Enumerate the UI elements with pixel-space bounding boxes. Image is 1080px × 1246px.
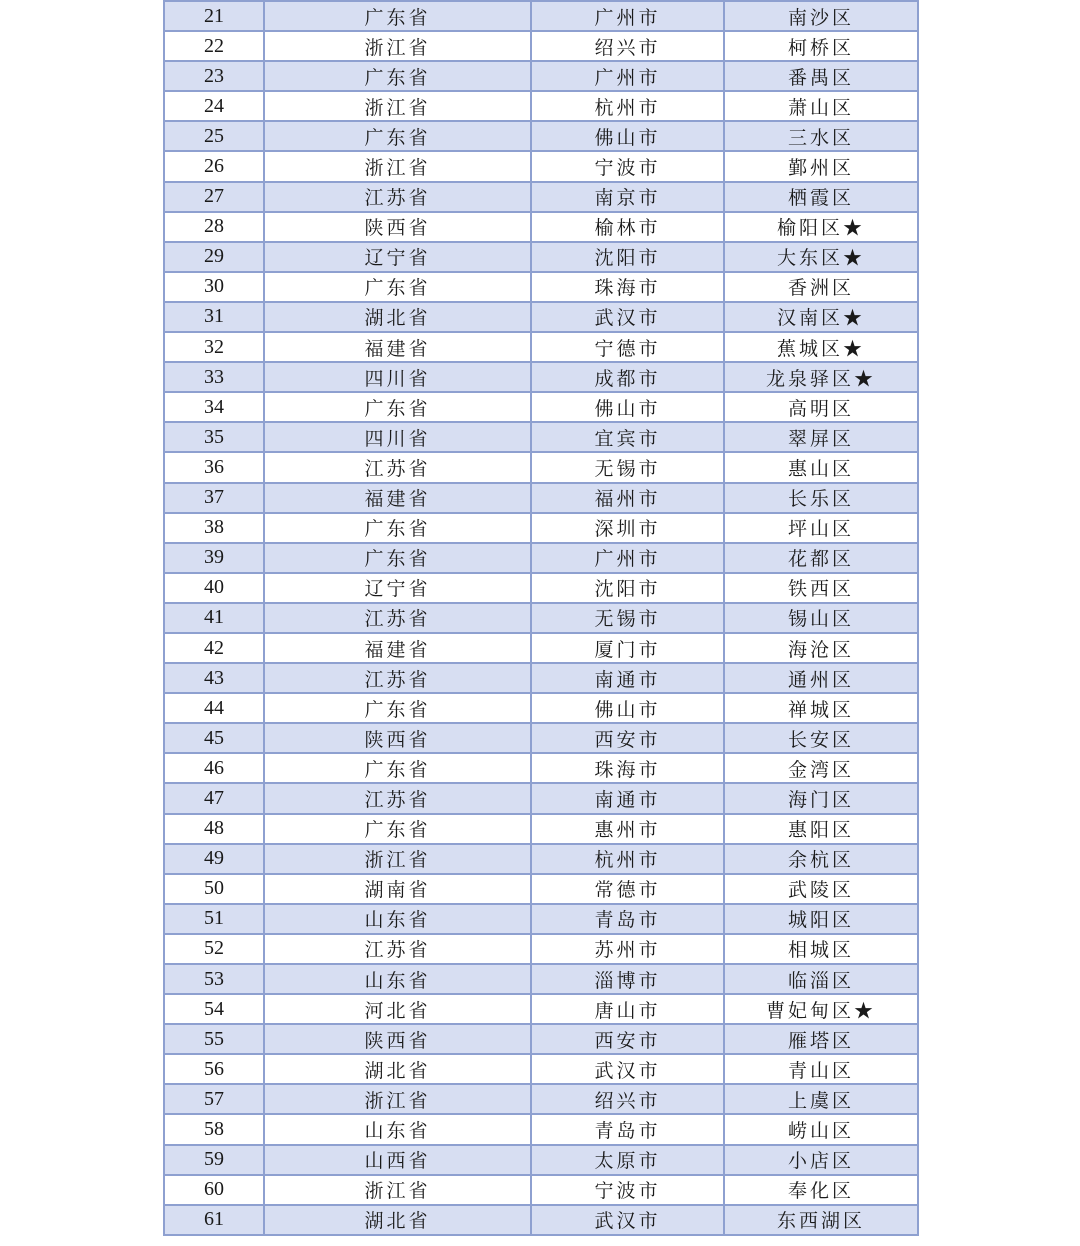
province-cell: 四川省 — [264, 362, 531, 392]
province-cell: 湖北省 — [264, 1054, 531, 1084]
district-cell: 小店区 — [724, 1145, 918, 1175]
table-row — [164, 452, 918, 482]
table-row — [164, 904, 918, 934]
province-cell: 江苏省 — [264, 934, 531, 964]
province-cell: 陕西省 — [264, 1024, 531, 1054]
table-row — [164, 783, 918, 813]
row-number-cell: 59 — [164, 1145, 264, 1175]
table-row — [164, 693, 918, 723]
table-row — [164, 934, 918, 964]
province-cell: 四川省 — [264, 422, 531, 452]
province-cell: 福建省 — [264, 332, 531, 362]
row-number-cell: 28 — [164, 212, 264, 242]
province-cell: 湖北省 — [264, 1205, 531, 1235]
table-row — [164, 483, 918, 513]
city-cell: 南京市 — [531, 182, 724, 212]
district-cell: 南沙区 — [724, 1, 918, 31]
province-cell: 广东省 — [264, 513, 531, 543]
province-cell: 广东省 — [264, 272, 531, 302]
province-cell: 湖南省 — [264, 874, 531, 904]
city-cell: 青岛市 — [531, 1114, 724, 1144]
city-cell: 成都市 — [531, 362, 724, 392]
district-cell: 汉南区★ — [724, 302, 918, 332]
province-cell: 广东省 — [264, 61, 531, 91]
district-cell: 香洲区 — [724, 272, 918, 302]
row-number-cell: 55 — [164, 1024, 264, 1054]
district-cell: 高明区 — [724, 392, 918, 422]
row-number-cell: 25 — [164, 121, 264, 151]
city-cell: 西安市 — [531, 723, 724, 753]
table-row — [164, 1054, 918, 1084]
province-cell: 辽宁省 — [264, 242, 531, 272]
table-row — [164, 543, 918, 573]
city-cell: 南通市 — [531, 783, 724, 813]
district-cell: 大东区★ — [724, 242, 918, 272]
table-row — [164, 91, 918, 121]
province-cell: 辽宁省 — [264, 573, 531, 603]
row-number-cell: 29 — [164, 242, 264, 272]
district-cell: 三水区 — [724, 121, 918, 151]
row-number-cell: 38 — [164, 513, 264, 543]
province-cell: 福建省 — [264, 483, 531, 513]
province-cell: 江苏省 — [264, 182, 531, 212]
row-number-cell: 41 — [164, 603, 264, 633]
province-cell: 江苏省 — [264, 783, 531, 813]
row-number-cell: 23 — [164, 61, 264, 91]
city-cell: 深圳市 — [531, 513, 724, 543]
city-cell: 苏州市 — [531, 934, 724, 964]
district-cell: 栖霞区 — [724, 182, 918, 212]
city-cell: 广州市 — [531, 1, 724, 31]
row-number-cell: 37 — [164, 483, 264, 513]
district-cell: 蕉城区★ — [724, 332, 918, 362]
table-row — [164, 1175, 918, 1205]
district-cell: 金湾区 — [724, 753, 918, 783]
city-cell: 珠海市 — [531, 753, 724, 783]
province-cell: 山东省 — [264, 1114, 531, 1144]
row-number-cell: 27 — [164, 182, 264, 212]
table-row — [164, 212, 918, 242]
province-cell: 浙江省 — [264, 1084, 531, 1114]
row-number-cell: 58 — [164, 1114, 264, 1144]
row-number-cell: 51 — [164, 904, 264, 934]
district-cell: 海沧区 — [724, 633, 918, 663]
province-cell: 广东省 — [264, 753, 531, 783]
row-number-cell: 56 — [164, 1054, 264, 1084]
city-cell: 太原市 — [531, 1145, 724, 1175]
row-number-cell: 42 — [164, 633, 264, 663]
city-cell: 宜宾市 — [531, 422, 724, 452]
city-cell: 武汉市 — [531, 1205, 724, 1235]
row-number-cell: 53 — [164, 964, 264, 994]
city-cell: 宁波市 — [531, 151, 724, 181]
province-cell: 广东省 — [264, 543, 531, 573]
table-row — [164, 302, 918, 332]
city-cell: 榆林市 — [531, 212, 724, 242]
row-number-cell: 44 — [164, 693, 264, 723]
table-row — [164, 1084, 918, 1114]
row-number-cell: 22 — [164, 31, 264, 61]
province-cell: 广东省 — [264, 693, 531, 723]
row-number-cell: 40 — [164, 573, 264, 603]
table-row — [164, 663, 918, 693]
row-number-cell: 46 — [164, 753, 264, 783]
table-row — [164, 513, 918, 543]
row-number-cell: 49 — [164, 844, 264, 874]
province-cell: 湖北省 — [264, 302, 531, 332]
district-cell: 榆阳区★ — [724, 212, 918, 242]
district-cell: 通州区 — [724, 663, 918, 693]
row-number-cell: 45 — [164, 723, 264, 753]
table-row — [164, 362, 918, 392]
district-cell: 花都区 — [724, 543, 918, 573]
table-row — [164, 633, 918, 663]
district-cell: 惠山区 — [724, 452, 918, 482]
district-cell: 坪山区 — [724, 513, 918, 543]
table-row — [164, 814, 918, 844]
province-cell: 山西省 — [264, 1145, 531, 1175]
province-cell: 福建省 — [264, 633, 531, 663]
province-cell: 广东省 — [264, 814, 531, 844]
province-cell: 广东省 — [264, 392, 531, 422]
row-number-cell: 33 — [164, 362, 264, 392]
table-row — [164, 61, 918, 91]
table-row — [164, 272, 918, 302]
district-cell: 上虞区 — [724, 1084, 918, 1114]
row-number-cell: 35 — [164, 422, 264, 452]
city-cell: 沈阳市 — [531, 242, 724, 272]
district-cell: 长安区 — [724, 723, 918, 753]
table-row — [164, 151, 918, 181]
province-cell: 浙江省 — [264, 31, 531, 61]
row-number-cell: 54 — [164, 994, 264, 1024]
table-row — [164, 422, 918, 452]
city-cell: 常德市 — [531, 874, 724, 904]
district-cell: 番禺区 — [724, 61, 918, 91]
table-row — [164, 964, 918, 994]
city-cell: 武汉市 — [531, 1054, 724, 1084]
district-cell: 城阳区 — [724, 904, 918, 934]
province-cell: 山东省 — [264, 904, 531, 934]
city-cell: 沈阳市 — [531, 573, 724, 603]
province-cell: 江苏省 — [264, 452, 531, 482]
row-number-cell: 34 — [164, 392, 264, 422]
district-ranking-table-container — [163, 0, 917, 1236]
city-cell: 广州市 — [531, 543, 724, 573]
city-cell: 惠州市 — [531, 814, 724, 844]
province-cell: 山东省 — [264, 964, 531, 994]
district-cell: 龙泉驿区★ — [724, 362, 918, 392]
district-cell: 青山区 — [724, 1054, 918, 1084]
district-cell: 曹妃甸区★ — [724, 994, 918, 1024]
district-cell: 武陵区 — [724, 874, 918, 904]
district-cell: 奉化区 — [724, 1175, 918, 1205]
district-cell: 东西湖区 — [724, 1205, 918, 1235]
city-cell: 青岛市 — [531, 904, 724, 934]
row-number-cell: 39 — [164, 543, 264, 573]
city-cell: 唐山市 — [531, 994, 724, 1024]
province-cell: 广东省 — [264, 121, 531, 151]
district-cell: 鄞州区 — [724, 151, 918, 181]
table-row — [164, 573, 918, 603]
district-cell: 惠阳区 — [724, 814, 918, 844]
city-cell: 淄博市 — [531, 964, 724, 994]
district-cell: 柯桥区 — [724, 31, 918, 61]
row-number-cell: 61 — [164, 1205, 264, 1235]
table-row — [164, 874, 918, 904]
table-row — [164, 1024, 918, 1054]
district-cell: 相城区 — [724, 934, 918, 964]
row-number-cell: 30 — [164, 272, 264, 302]
city-cell: 武汉市 — [531, 302, 724, 332]
city-cell: 绍兴市 — [531, 1084, 724, 1114]
table-row — [164, 392, 918, 422]
district-cell: 崂山区 — [724, 1114, 918, 1144]
district-cell: 翠屏区 — [724, 422, 918, 452]
province-cell: 陕西省 — [264, 723, 531, 753]
table-row — [164, 332, 918, 362]
province-cell: 广东省 — [264, 1, 531, 31]
province-cell: 浙江省 — [264, 151, 531, 181]
district-cell: 海门区 — [724, 783, 918, 813]
row-number-cell: 32 — [164, 332, 264, 362]
city-cell: 佛山市 — [531, 392, 724, 422]
city-cell: 无锡市 — [531, 452, 724, 482]
row-number-cell: 52 — [164, 934, 264, 964]
row-number-cell: 26 — [164, 151, 264, 181]
table-row — [164, 753, 918, 783]
table-body — [164, 1, 918, 1235]
table-row — [164, 121, 918, 151]
city-cell: 广州市 — [531, 61, 724, 91]
city-cell: 厦门市 — [531, 633, 724, 663]
city-cell: 宁德市 — [531, 332, 724, 362]
city-cell: 杭州市 — [531, 844, 724, 874]
table-row — [164, 603, 918, 633]
row-number-cell: 50 — [164, 874, 264, 904]
table-row — [164, 723, 918, 753]
row-number-cell: 21 — [164, 1, 264, 31]
district-cell: 禅城区 — [724, 693, 918, 723]
city-cell: 佛山市 — [531, 121, 724, 151]
province-cell: 浙江省 — [264, 1175, 531, 1205]
row-number-cell: 24 — [164, 91, 264, 121]
province-cell: 浙江省 — [264, 844, 531, 874]
city-cell: 福州市 — [531, 483, 724, 513]
table-row — [164, 182, 918, 212]
table-row — [164, 31, 918, 61]
city-cell: 佛山市 — [531, 693, 724, 723]
district-cell: 临淄区 — [724, 964, 918, 994]
table-row — [164, 1, 918, 31]
district-cell: 余杭区 — [724, 844, 918, 874]
row-number-cell: 57 — [164, 1084, 264, 1114]
province-cell: 陕西省 — [264, 212, 531, 242]
province-cell: 浙江省 — [264, 91, 531, 121]
province-cell: 河北省 — [264, 994, 531, 1024]
province-cell: 江苏省 — [264, 663, 531, 693]
province-cell: 江苏省 — [264, 603, 531, 633]
district-ranking-table — [163, 0, 919, 1236]
city-cell: 西安市 — [531, 1024, 724, 1054]
city-cell: 杭州市 — [531, 91, 724, 121]
city-cell: 南通市 — [531, 663, 724, 693]
table-row — [164, 994, 918, 1024]
city-cell: 绍兴市 — [531, 31, 724, 61]
table-row — [164, 1145, 918, 1175]
table-row — [164, 1205, 918, 1235]
table-row — [164, 844, 918, 874]
table-row — [164, 242, 918, 272]
district-cell: 铁西区 — [724, 573, 918, 603]
row-number-cell: 31 — [164, 302, 264, 332]
row-number-cell: 43 — [164, 663, 264, 693]
city-cell: 珠海市 — [531, 272, 724, 302]
district-cell: 萧山区 — [724, 91, 918, 121]
row-number-cell: 36 — [164, 452, 264, 482]
district-cell: 长乐区 — [724, 483, 918, 513]
row-number-cell: 48 — [164, 814, 264, 844]
row-number-cell: 47 — [164, 783, 264, 813]
district-cell: 锡山区 — [724, 603, 918, 633]
table-row — [164, 1114, 918, 1144]
row-number-cell: 60 — [164, 1175, 264, 1205]
city-cell: 宁波市 — [531, 1175, 724, 1205]
city-cell: 无锡市 — [531, 603, 724, 633]
district-cell: 雁塔区 — [724, 1024, 918, 1054]
